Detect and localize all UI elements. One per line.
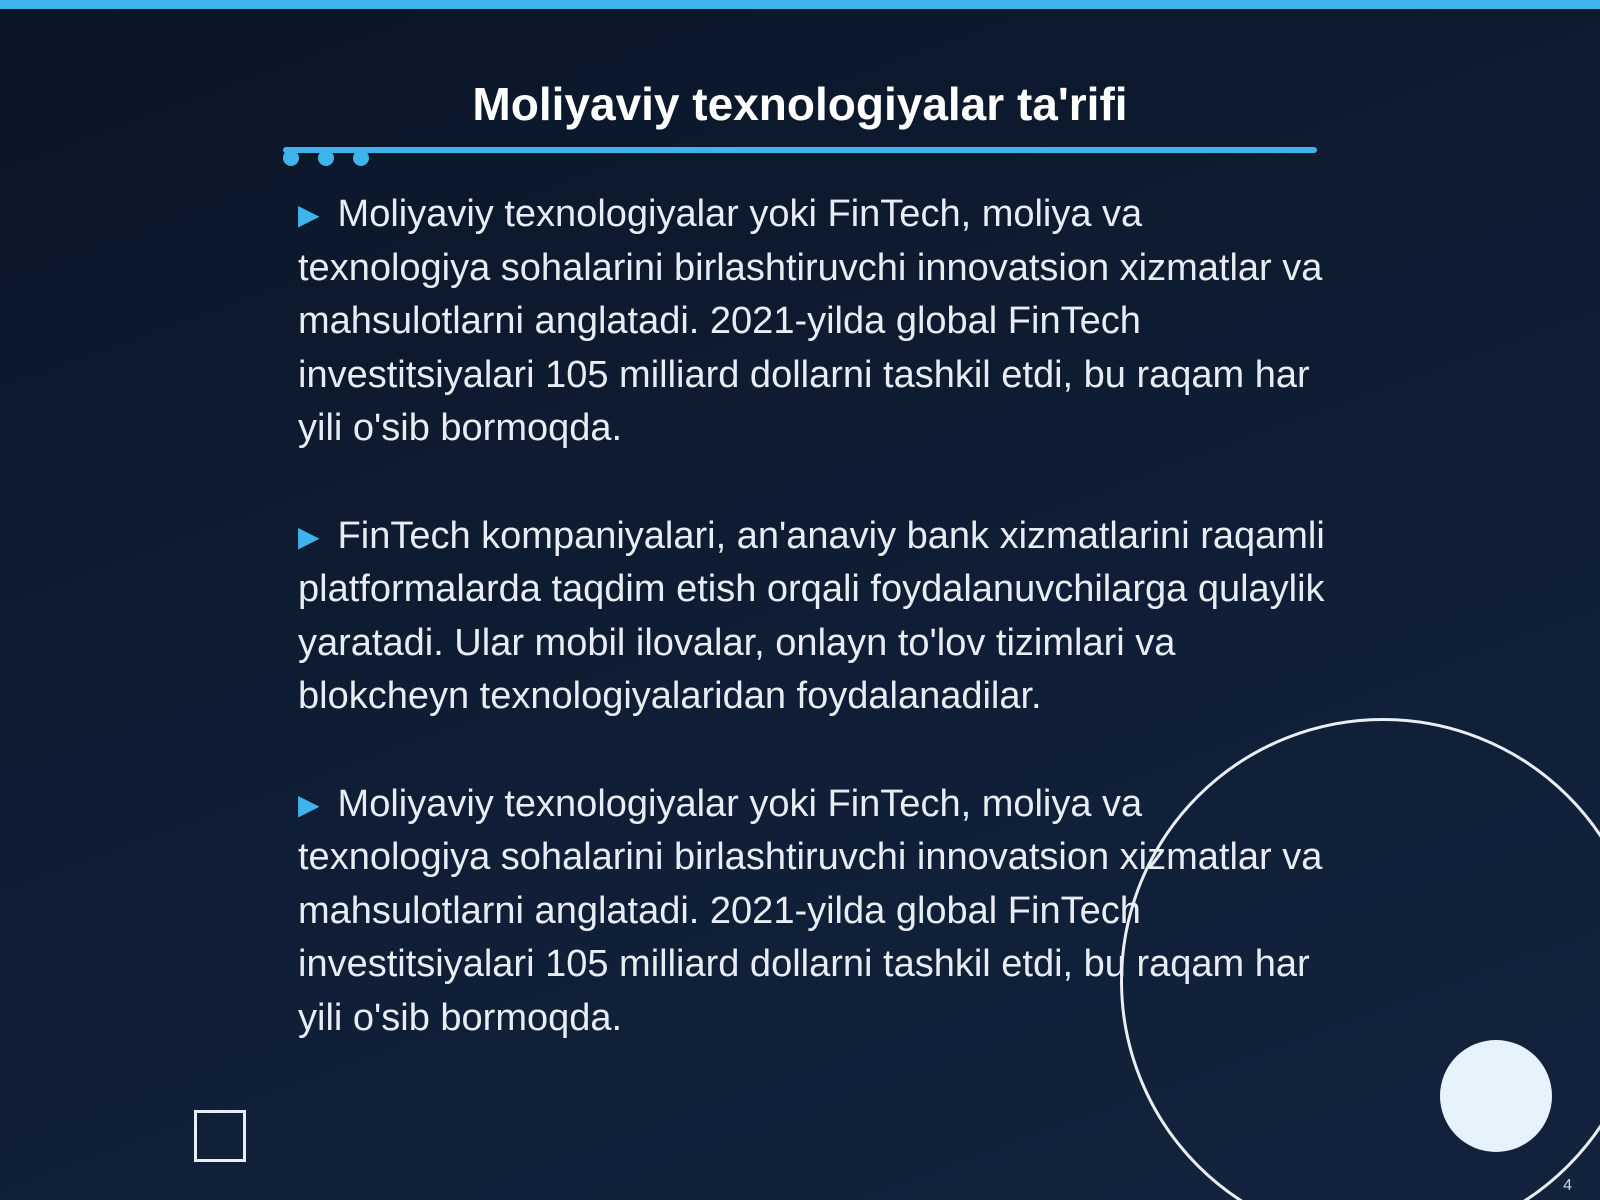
decor-dot xyxy=(283,150,299,166)
bullet-text: Moliyaviy texnologiyalar yoki FinTech, moliya va texnologiya sohalarini birlashtiruvchi innovatsion xizmatlar va mahsulotlarni anglatadi. 2021-yilda global FinTech investitsiyalari 105 milliard dollarni tashkil etdi, bu raqam har yili o'sib bormoqda. xyxy=(298,782,1323,1039)
decor-dot xyxy=(318,150,334,166)
bullet-item xyxy=(298,778,1338,1046)
square-outline-icon xyxy=(194,1110,246,1162)
bullet-item xyxy=(298,188,1338,456)
bullet-list xyxy=(298,188,1338,1099)
decor-dot xyxy=(353,150,369,166)
bullet-text: FinTech kompaniyalari, an'anaviy bank xizmatlarini raqamli platformalarda taqdim etish orqali foydalanuvchilarga qulaylik yaratadi. Ular mobil ilovalar, onlayn to'lov tizimlari va blokcheyn texnologiyalaridan foydalanadilar. xyxy=(298,514,1325,717)
play-triangle-icon: ▶ xyxy=(298,788,320,820)
play-triangle-icon: ▶ xyxy=(298,520,320,552)
slide-title: Moliyaviy texnologiyalar ta'rifi xyxy=(472,78,1128,130)
title-underline xyxy=(283,147,1317,153)
bullet-item xyxy=(298,510,1338,724)
play-triangle-icon: ▶ xyxy=(298,199,320,230)
filled-circle-decor xyxy=(1440,1040,1552,1152)
page-number: 4 xyxy=(1563,1177,1572,1194)
top-accent-bar xyxy=(0,0,1600,9)
bullet-text: Moliyaviy texnologiyalar yoki FinTech, moliya va texnologiya sohalarini birlashtiruvchi innovatsion xizmatlar va mahsulotlarni anglatadi. 2021-yilda global FinTech investitsiyalari 105 milliard dollarni tashkil etdi, bu raqam har yili o'sib bormoqda. xyxy=(298,193,1323,449)
